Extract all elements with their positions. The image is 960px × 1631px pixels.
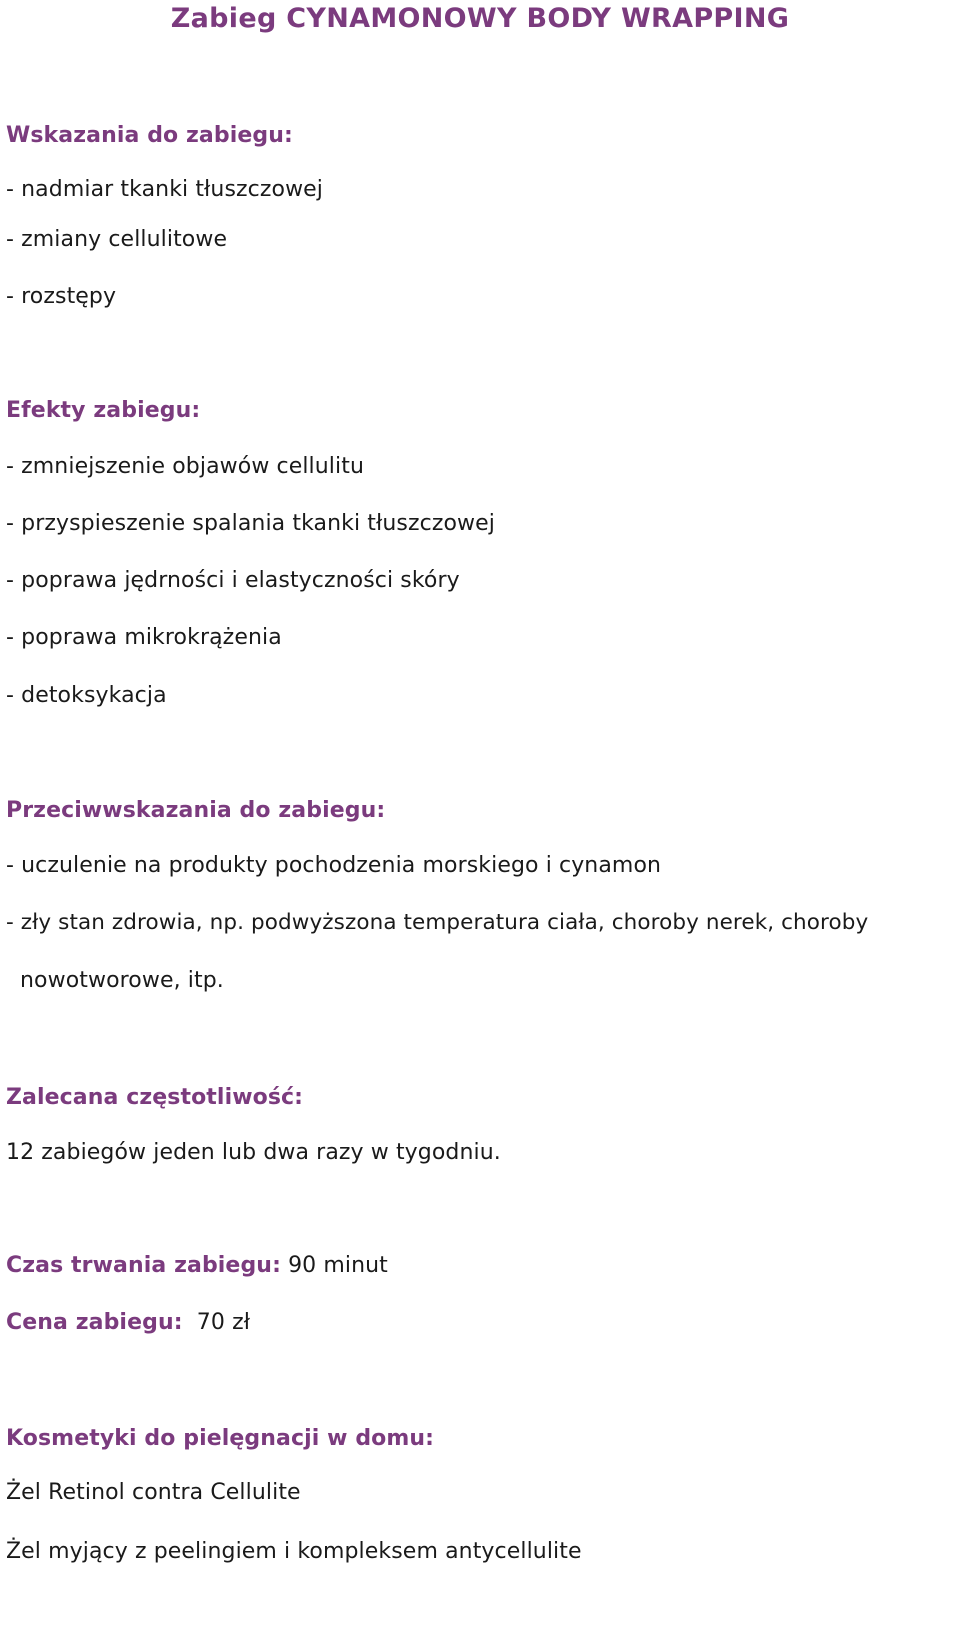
effect-item: - przyspieszenie spalania tkanki tłuszczowej: [6, 511, 495, 536]
page-title: Zabieg CYNAMONOWY BODY WRAPPING: [170, 3, 790, 34]
effect-item: - detoksykacja: [6, 683, 167, 708]
effect-item: - zmniejszenie objawów cellulitu: [6, 454, 364, 479]
frequency-heading: Zalecana częstotliwość:: [6, 1085, 304, 1110]
indication-item: - nadmiar tkanki tłuszczowej: [6, 177, 324, 202]
effect-item: - poprawa mikrokrążenia: [6, 625, 282, 650]
contraindications-heading: Przeciwwskazania do zabiegu:: [6, 798, 386, 823]
price-row: [6, 1308, 250, 1338]
indication-item: - zmiany cellulitowe: [6, 227, 228, 252]
contraindication-item: - zły stan zdrowia, np. podwyższona temperatura ciała, choroby nerek, choroby: [6, 910, 869, 935]
duration-value: 90 minut: [288, 1253, 388, 1278]
home-care-heading: Kosmetyki do pielęgnacji w domu:: [6, 1426, 435, 1451]
effect-item: - poprawa jędrności i elastyczności skóry: [6, 568, 460, 593]
duration-row: [6, 1251, 388, 1281]
contraindication-item-continuation: nowotworowe, itp.: [20, 968, 224, 993]
contraindication-item: - uczulenie na produkty pochodzenia morskiego i cynamon: [6, 853, 662, 878]
frequency-text: 12 zabiegów jeden lub dwa razy w tygodniu.: [6, 1140, 501, 1165]
effects-heading: Efekty zabiegu:: [6, 398, 201, 423]
indications-heading: Wskazania do zabiegu:: [6, 123, 293, 148]
indication-item: - rozstępy: [6, 284, 117, 309]
price-value: 70 zł: [196, 1310, 251, 1335]
duration-label: Czas trwania zabiegu:: [6, 1253, 281, 1278]
home-care-item: Żel Retinol contra Cellulite: [6, 1480, 301, 1505]
price-label: Cena zabiegu:: [6, 1310, 183, 1335]
home-care-item: Żel myjący z peelingiem i kompleksem antycellulite: [6, 1539, 582, 1564]
